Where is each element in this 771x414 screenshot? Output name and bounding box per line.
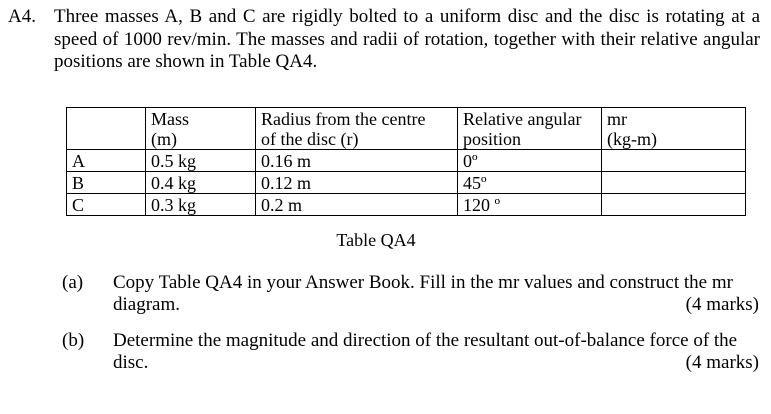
row-label: A	[67, 150, 146, 172]
part-b-label: (b)	[62, 330, 85, 351]
header-radius	[256, 108, 458, 150]
header-mr-line2: (kg-m)	[607, 129, 657, 149]
data-table	[66, 107, 746, 216]
header-angle-line2: position	[463, 129, 522, 149]
mr-cell	[602, 194, 746, 216]
radius-cell: 0.2 m	[256, 194, 458, 216]
header-radius-line2: of the disc (r)	[261, 129, 359, 149]
header-mr-line1: mr	[607, 109, 627, 129]
mr-cell	[602, 172, 746, 194]
header-angle	[458, 108, 602, 150]
header-empty-cell	[67, 108, 146, 150]
mass-cell: 0.3 kg	[146, 194, 256, 216]
question-number: A4.	[8, 6, 36, 27]
question-intro: Three masses A, B and C are rigidly bolted to a uniform disc and the disc is rotating at a speed of 1000 rev/min. The masses and radii of rotation, together with their relative angular positions are shown in Table QA4.	[54, 6, 760, 72]
table-row	[67, 172, 746, 194]
row-label: C	[67, 194, 146, 216]
part-a-label: (a)	[62, 272, 84, 293]
part-a-line1: Copy Table QA4 in your Answer Book. Fill in the mr values and construct the mr	[113, 272, 733, 293]
table-caption: Table QA4	[336, 230, 416, 250]
table-header-row	[67, 108, 746, 150]
header-mass-line2: (m)	[151, 129, 177, 149]
part-a-line2	[113, 294, 759, 316]
part-a-text	[113, 272, 759, 316]
header-mr	[602, 108, 746, 150]
table-row	[67, 150, 746, 172]
header-mass	[146, 108, 256, 150]
part-b-text	[113, 330, 759, 374]
angle-cell: 120 º	[458, 194, 602, 216]
mass-cell: 0.5 kg	[146, 150, 256, 172]
radius-cell: 0.16 m	[256, 150, 458, 172]
header-mass-line1: Mass	[151, 109, 190, 129]
part-b-marks: (4 marks)	[685, 352, 759, 373]
header-radius-line1: Radius from the centre	[261, 109, 426, 129]
angle-cell: 0º	[458, 150, 602, 172]
radius-cell: 0.12 m	[256, 172, 458, 194]
part-a-line2-text: diagram.	[113, 294, 181, 315]
part-b-line2	[113, 352, 759, 374]
table-row	[67, 194, 746, 216]
header-angle-line1: Relative angular	[463, 109, 582, 129]
angle-cell: 45º	[458, 172, 602, 194]
part-a-marks: (4 marks)	[685, 294, 759, 315]
part-b-line1: Determine the magnitude and direction of the resultant out-of-balance force of the	[113, 330, 738, 351]
mr-cell	[602, 150, 746, 172]
row-label: B	[67, 172, 146, 194]
mass-cell: 0.4 kg	[146, 172, 256, 194]
part-b-line2-text: disc.	[113, 352, 149, 373]
